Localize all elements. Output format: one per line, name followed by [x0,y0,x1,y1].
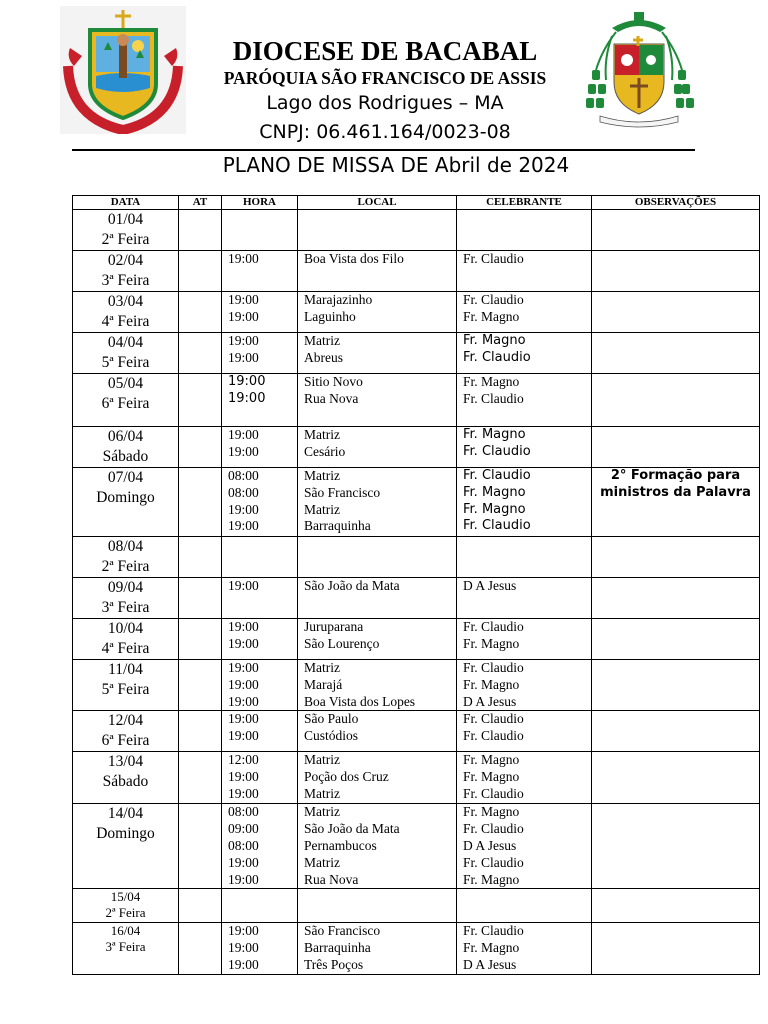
time-value: 19:00 [228,785,259,801]
celebrant-value: D A Jesus [463,578,517,593]
celebrant-value: Fr. Magno [463,333,526,348]
date-cell [73,292,179,333]
place-value: Poção dos Cruz [304,769,389,785]
date-value: 15/04 [110,889,141,905]
celebrant-value: Fr. Magno [463,501,526,517]
date-cell [73,578,179,619]
place-value: Matriz [304,333,340,348]
observations-cell [592,619,760,660]
time-value: 19:00 [228,374,266,389]
time-cell [222,619,298,660]
celebrant-cell [457,427,592,468]
time-value: 19:00 [228,443,259,459]
time-value: 19:00 [228,676,259,692]
celebrant-cell [457,578,592,619]
col-header-observations: OBSERVAÇÕES [592,196,760,210]
at-cell [179,427,222,468]
parish-title: PARÓQUIA SÃO FRANCISCO DE ASSIS [223,68,547,88]
time-value: 08:00 [228,468,259,483]
observations-cell [592,333,760,374]
date-cell [73,889,179,923]
celebrant-cell [457,619,592,660]
time-value: 19:00 [228,308,259,324]
col-header-place: LOCAL [298,196,457,210]
celebrant-value: Fr. Magno [463,871,520,887]
table-row [73,427,760,468]
observations-cell [592,804,760,889]
time-value: 19:00 [228,660,259,675]
time-value: 19:00 [228,769,259,785]
celebrant-value: Fr. Claudio [463,854,524,870]
time-cell [222,210,298,251]
at-cell [179,619,222,660]
date-value: 07/04 [107,469,144,486]
at-cell [179,578,222,619]
place-cell [298,333,457,374]
place-value: Juruparana [304,619,364,634]
table-row [73,333,760,374]
place-cell [298,468,457,537]
celebrant-cell [457,468,592,537]
at-cell [179,923,222,974]
place-value: Barraquinha [304,940,371,956]
time-value: 08:00 [228,804,259,820]
date-cell [73,427,179,468]
weekday-value: 6ª Feira [101,732,150,750]
observations-cell [592,578,760,619]
at-cell [179,251,222,292]
table-row [73,578,760,619]
celebrant-cell [457,374,592,427]
place-value: Três Poços [304,956,364,972]
celebrant-value: Fr. Claudio [463,821,524,837]
place-cell [298,889,457,923]
place-value: Marajá [304,676,343,692]
celebrant-value: Fr. Magno [463,752,520,768]
place-value: Boa Vista dos Lopes [304,693,416,709]
date-value: 14/04 [107,805,144,823]
date-value: 11/04 [108,661,143,678]
at-cell [179,889,222,923]
observations-cell: 2° Formação para ministros da Palavra [592,468,760,537]
weekday-value: 2ª Feira [105,905,146,921]
at-cell [179,537,222,578]
celebrant-value: Fr. Claudio [463,349,531,365]
place-cell [298,537,457,578]
celebrant-value: Fr. Magno [463,374,520,389]
observations-cell [592,923,760,974]
weekday-value: Sábado [102,448,149,465]
at-cell [179,210,222,251]
celebrant-value: Fr. Magno [463,484,526,500]
time-value: 19:00 [228,251,259,266]
table-row [73,711,760,752]
table-row [73,210,760,251]
place-cell [298,210,457,251]
time-value: 19:00 [228,501,259,517]
celebrant-value: Fr. Magno [463,676,520,692]
weekday-value: 2ª Feira [101,231,150,248]
time-value: 19:00 [228,349,259,365]
weekday-value: 4ª Feira [101,640,150,657]
table-row [73,292,760,333]
place-value: Matriz [304,501,340,517]
celebrant-value: D A Jesus [463,956,517,972]
cnpj-line: CNPJ: 06.461.164/0023-08 [259,121,511,143]
time-value: 12:00 [228,752,259,768]
place-value: Laguinho [304,308,356,324]
observations-cell [592,537,760,578]
celebrant-value: Fr. Claudio [463,518,531,534]
place-cell [298,374,457,427]
date-cell [73,752,179,804]
place-cell [298,578,457,619]
coat-of-arms [582,10,696,128]
celebrant-value: Fr. Claudio [463,251,524,266]
city-line: Lago dos Rodrigues – MA [266,92,504,114]
date-value: 16/04 [110,923,141,939]
celebrant-value: Fr. Magno [463,308,520,324]
place-value: São Francisco [304,923,381,939]
place-value: Pernambucos [304,837,377,853]
table-row [73,889,760,923]
place-value: Marajazinho [304,292,373,307]
date-cell [73,210,179,251]
time-value: 08:00 [228,837,259,853]
time-value: 19:00 [228,518,259,534]
date-value: 09/04 [107,579,144,596]
date-cell [73,251,179,292]
place-value: Matriz [304,427,340,442]
place-value: Matriz [304,854,340,870]
time-value: 19:00 [228,923,259,939]
date-cell [73,619,179,660]
col-header-at: AT [179,196,222,210]
time-cell [222,660,298,711]
observations-cell [592,889,760,923]
weekday-value: Domingo [96,489,155,506]
celebrant-cell [457,292,592,333]
celebrant-value: Fr. Claudio [463,390,524,406]
place-value: Matriz [304,752,340,768]
time-value: 09:00 [228,821,259,837]
observations-cell [592,660,760,711]
at-cell [179,333,222,374]
time-cell [222,427,298,468]
time-value: 19:00 [228,693,259,709]
celebrant-value: Fr. Claudio [463,923,524,939]
time-value: 19:00 [228,728,259,744]
date-cell [73,711,179,752]
table-header-row [73,196,760,210]
celebrant-value: Fr. Magno [463,635,520,651]
place-value: Abreus [304,349,343,365]
date-cell [73,468,179,537]
date-cell [73,374,179,427]
weekday-value: Domingo [96,825,155,843]
place-value: Boa Vista dos Filo [304,251,404,266]
time-cell [222,923,298,974]
celebrant-value: D A Jesus [463,837,517,853]
date-value: 08/04 [107,538,144,555]
place-cell [298,660,457,711]
celebrant-value: Fr. Claudio [463,711,524,727]
weekday-value: 5ª Feira [101,354,150,371]
weekday-value: 4ª Feira [101,313,150,330]
celebrant-value: Fr. Magno [463,769,520,785]
date-cell [73,923,179,974]
date-value: 10/04 [107,620,144,637]
weekday-value: 2ª Feira [101,558,150,575]
diocese-title: DIOCESE DE BACABAL [232,36,538,66]
celebrant-value: Fr. Claudio [463,468,531,483]
place-value: Sitio Novo [304,374,363,389]
date-value: 05/04 [107,375,144,392]
place-cell [298,619,457,660]
col-header-date: DATA [73,196,179,210]
celebrant-cell [457,752,592,804]
at-cell [179,468,222,537]
celebrant-cell [457,923,592,974]
mass-schedule-table [72,195,760,975]
date-value: 01/04 [107,211,144,228]
time-cell [222,374,298,427]
date-value: 02/04 [107,252,144,269]
date-cell [73,804,179,889]
time-value: 19:00 [228,635,259,651]
place-cell [298,923,457,974]
place-value: Matriz [304,785,340,801]
time-value: 19:00 [228,854,259,870]
table-row [73,923,760,974]
weekday-value: Sábado [102,773,149,791]
time-value: 19:00 [228,956,259,972]
place-cell [298,251,457,292]
observations-cell [592,210,760,251]
col-header-celebrant: CELEBRANTE [457,196,592,210]
observations-cell [592,292,760,333]
table-row [73,804,760,889]
celebrant-cell [457,660,592,711]
place-value: Matriz [304,804,340,820]
celebrant-value: D A Jesus [463,693,517,709]
time-cell [222,711,298,752]
header-divider [72,149,695,151]
celebrant-value: Fr. Magno [463,804,520,820]
time-cell [222,333,298,374]
place-value: Barraquinha [304,518,371,534]
celebrant-cell [457,537,592,578]
celebrant-value: Fr. Claudio [463,443,531,459]
weekday-value: 5ª Feira [101,681,150,698]
place-value: Matriz [304,468,340,483]
table-row [73,537,760,578]
time-value: 19:00 [228,940,259,956]
time-value: 19:00 [228,711,259,727]
parish-logo [60,6,186,134]
time-cell [222,752,298,804]
date-cell [73,333,179,374]
place-cell [298,752,457,804]
table-row [73,251,760,292]
place-value: São Lourenço [304,635,380,651]
time-cell [222,578,298,619]
time-value: 19:00 [228,292,259,307]
plan-title: PLANO DE MISSA DE Abril de 2024 [222,153,570,177]
time-value: 19:00 [228,333,259,348]
celebrant-value: Fr. Claudio [463,660,524,675]
at-cell [179,660,222,711]
time-cell [222,292,298,333]
date-cell [73,537,179,578]
time-cell [222,537,298,578]
date-value: 13/04 [107,753,144,771]
date-value: 06/04 [107,428,144,445]
date-cell [73,660,179,711]
celebrant-cell [457,251,592,292]
date-value: 04/04 [107,334,144,351]
place-value: Rua Nova [304,390,359,406]
time-value: 19:00 [228,871,259,887]
place-value: Cesário [304,443,346,459]
time-value: 19:00 [228,578,259,593]
place-value: São Francisco [304,484,381,500]
date-value: 12/04 [107,712,144,730]
at-cell [179,711,222,752]
weekday-value: 6ª Feira [101,395,150,412]
place-value: Matriz [304,660,340,675]
table-row [73,468,760,537]
celebrant-value: Fr. Claudio [463,292,524,307]
observations-cell [592,711,760,752]
table-row [73,752,760,804]
at-cell [179,752,222,804]
weekday-value: 3ª Feira [101,272,150,289]
place-cell [298,427,457,468]
time-value: 19:00 [228,619,259,634]
time-value: 19:00 [228,390,266,406]
col-header-time: HORA [222,196,298,210]
at-cell [179,292,222,333]
place-cell [298,292,457,333]
celebrant-cell [457,804,592,889]
observations-cell [592,752,760,804]
time-cell [222,251,298,292]
date-value: 03/04 [107,293,144,310]
observations-cell [592,374,760,427]
place-value: Custódios [304,728,359,744]
at-cell [179,374,222,427]
place-cell [298,711,457,752]
celebrant-cell [457,333,592,374]
place-value: São Paulo [304,711,359,727]
celebrant-value: Fr. Magno [463,940,520,956]
weekday-value: 3ª Feira [101,599,150,616]
time-value: 19:00 [228,427,259,442]
observations-cell [592,427,760,468]
at-cell [179,804,222,889]
celebrant-value: Fr. Magno [463,427,526,442]
observations-cell [592,251,760,292]
time-cell [222,804,298,889]
celebrant-value: Fr. Claudio [463,728,524,744]
celebrant-value: Fr. Claudio [463,619,524,634]
table-row [73,660,760,711]
time-cell [222,889,298,923]
weekday-value: 3ª Feira [105,939,146,955]
table-row [73,374,760,427]
celebrant-value: Fr. Claudio [463,785,524,801]
table-row [73,619,760,660]
place-cell [298,804,457,889]
place-value: Rua Nova [304,871,359,887]
celebrant-cell [457,889,592,923]
place-value: São João da Mata [304,821,400,837]
celebrant-cell [457,711,592,752]
celebrant-cell [457,210,592,251]
time-value: 08:00 [228,484,259,500]
place-value: São João da Mata [304,578,400,593]
time-cell [222,468,298,537]
